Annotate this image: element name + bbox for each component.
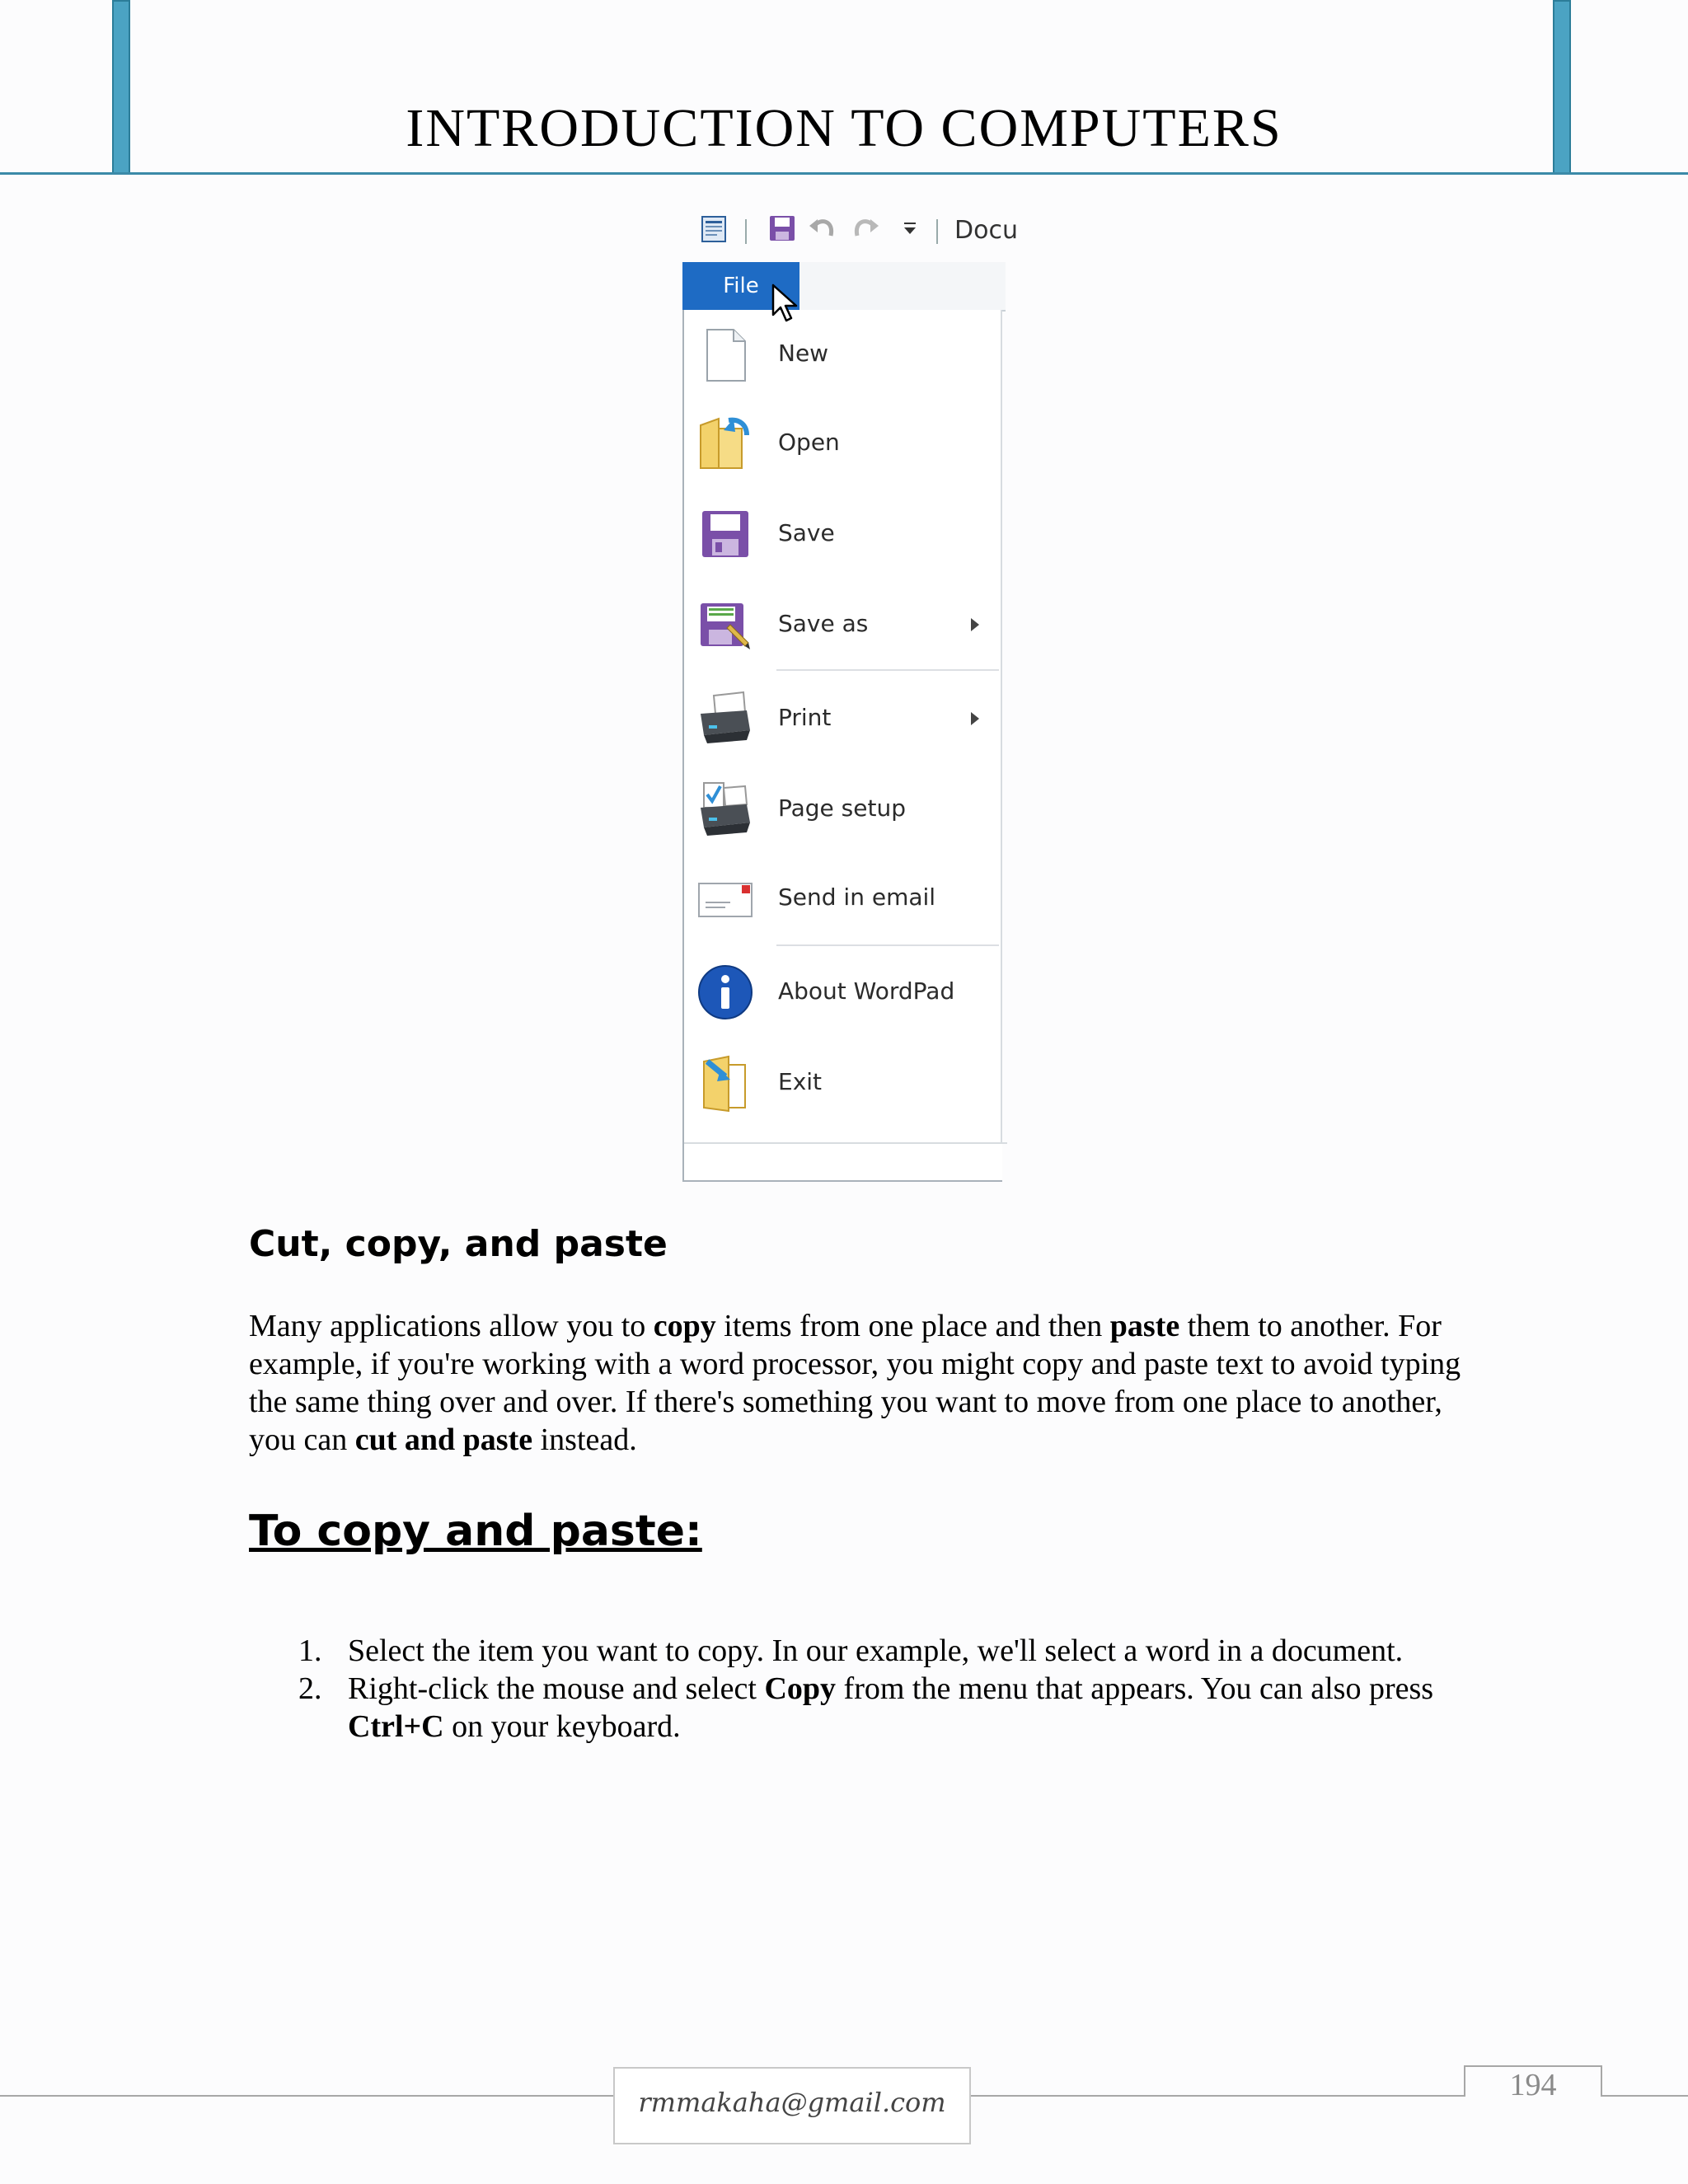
- step-text: on your keyboard.: [443, 1709, 681, 1744]
- page-number: 194: [1509, 2068, 1557, 2102]
- menu-item-label: Open: [778, 429, 840, 456]
- undo-icon[interactable]: [808, 214, 837, 248]
- menu-item-label: Page setup: [778, 794, 906, 822]
- menu-item-about-wordpad[interactable]: [684, 951, 997, 1033]
- wordpad-file-menu-screenshot: [682, 201, 1018, 1182]
- bold-term-cut-and-paste: cut and paste: [354, 1422, 533, 1457]
- footer-rule-right: [1602, 2095, 1688, 2097]
- page-setup-icon: [696, 780, 755, 839]
- redo-icon[interactable]: [851, 214, 880, 248]
- exit-icon: [696, 1053, 755, 1113]
- toolbar-separator: [936, 219, 938, 244]
- new-document-icon: [696, 325, 755, 384]
- save-icon[interactable]: [768, 214, 796, 246]
- paragraph-text: Many applications allow you to: [249, 1309, 654, 1343]
- email-envelope-icon: [696, 869, 755, 928]
- intro-paragraph: [249, 1307, 1485, 1459]
- customize-toolbar-dropdown-icon[interactable]: [902, 219, 918, 243]
- footer-rule-left: [0, 2095, 613, 2097]
- bold-term-shortcut: Ctrl+C: [348, 1709, 444, 1744]
- step-text: Select the item you want to copy. In our example, we'll select a word in a document.: [348, 1633, 1404, 1668]
- step-number: 1.: [298, 1633, 322, 1668]
- list-item: [249, 1632, 1485, 1670]
- header-rule: [0, 172, 1688, 175]
- menu-item-label: Send in email: [778, 883, 936, 911]
- paragraph-text: items from one place and then: [715, 1309, 1110, 1343]
- menu-item-save[interactable]: [684, 493, 997, 575]
- menu-right-border: [1001, 310, 1002, 1142]
- bold-term-copy: copy: [653, 1309, 716, 1343]
- info-icon: [696, 963, 755, 1022]
- bold-term-paste: paste: [1109, 1309, 1180, 1343]
- quick-access-toolbar: [682, 201, 1018, 259]
- menu-item-label: New: [778, 340, 829, 367]
- menu-item-save-as[interactable]: [684, 583, 997, 666]
- toolbar-separator: [745, 219, 747, 244]
- file-menu: [682, 310, 1002, 1182]
- menu-item-send-in-email[interactable]: [684, 857, 997, 940]
- mouse-cursor-icon: [771, 284, 799, 327]
- printer-icon: [696, 689, 755, 748]
- step-number: 2.: [298, 1671, 322, 1706]
- menu-item-label: About WordPad: [778, 977, 955, 1005]
- menu-separator: [776, 944, 999, 946]
- save-as-icon: [696, 595, 755, 654]
- step-text: from the menu that appears. You can also press: [836, 1671, 1434, 1706]
- submenu-arrow-icon: [971, 618, 979, 631]
- menu-item-exit[interactable]: [684, 1042, 997, 1124]
- footer-email: rmmakaha@gmail.com: [638, 2087, 946, 2118]
- menu-item-label: Exit: [778, 1068, 823, 1095]
- menu-item-print[interactable]: [684, 677, 997, 760]
- steps-list: [249, 1632, 1485, 1746]
- section-heading-to-copy-and-paste: To copy and paste:: [249, 1507, 702, 1556]
- paragraph-text: instead.: [532, 1422, 637, 1457]
- open-folder-icon: [696, 414, 755, 473]
- footer-rule-middle: [971, 2095, 1464, 2097]
- save-disk-icon: [696, 504, 755, 564]
- menu-item-open[interactable]: [684, 402, 997, 485]
- wordpad-app-icon: [699, 214, 729, 248]
- paragraph-text: them to another. For example, if you're working with a word processor, you might copy and paste text to avoid typing the same thing over and over. If there's something you want to move from one place to another, you can: [249, 1309, 1461, 1457]
- list-item: [249, 1670, 1485, 1746]
- menu-item-page-setup[interactable]: [684, 768, 997, 851]
- menu-item-label: Save: [778, 519, 835, 546]
- menu-item-label: Print: [778, 704, 832, 731]
- menu-item-label: Save as: [778, 610, 869, 637]
- submenu-arrow-icon: [971, 712, 979, 725]
- menu-bottom-separator: [684, 1142, 1007, 1144]
- section-heading-cut-copy-paste: Cut, copy, and paste: [249, 1223, 668, 1265]
- bold-term-copy: Copy: [764, 1671, 837, 1706]
- ribbon-tab-row: [682, 262, 1006, 312]
- page-header-title: INTRODUCTION TO COMPUTERS: [406, 98, 1282, 158]
- menu-separator: [776, 669, 999, 671]
- menu-item-new[interactable]: [684, 313, 997, 396]
- page-number-tab: [1464, 2065, 1602, 2102]
- footer-email-box: [613, 2067, 971, 2144]
- file-tab[interactable]: File: [682, 262, 799, 310]
- window-title-partial: Docu: [954, 216, 1018, 245]
- step-text: Right-click the mouse and select: [348, 1671, 765, 1706]
